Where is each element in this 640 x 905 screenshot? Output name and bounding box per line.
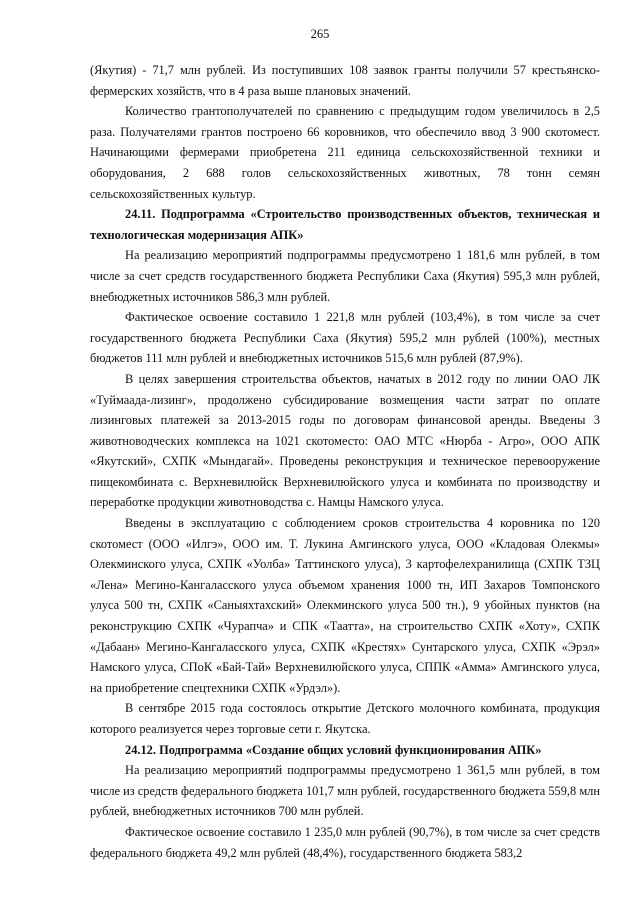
paragraph-dairy-plant: В сентябре 2015 года состоялось открытие Детского молочного комбината, продукция которого реализуется через торговые сети г. Якутска. (90, 701, 600, 736)
section-heading-24-12: 24.12. Подпрограмма «Создание общих условий функционирования АПК» (125, 742, 542, 757)
page-content (90, 60, 600, 863)
paragraph-actual-spending-2: Фактическое освоение составило 1 235,0 млн рублей (90,7%), в том числе за счет средств федерального бюджета 49,2 млн рублей (48,4%), государственного бюджета 583,2 (90, 824, 600, 860)
page-number: 265 (310, 27, 330, 41)
paragraph-actual-spending: Фактическое освоение составило 1 221,8 млн рублей (103,4%), в том числе за счет государственного бюджета Республики Саха (Якутия) 595,2 млн рублей (100%), местных бюджетов 111 млн рублей и внебюджетных источников 515,6 млн рублей (87,9%). (90, 310, 600, 366)
paragraph-grant-recipients: Количество грантополучателей по сравнению с предыдущим годом увеличилось в 2,5 раза. Получателями грантов построено 66 коровников, что обеспечило ввод 3 900 скотомест. Начинающими фермерами приобретена 211 единица сельскохозяйственной техники и оборудования, 2 688 голов сельскохозяйственных животных, 78 тонн семян сельскохозяйственных культур. (90, 104, 600, 201)
paragraph-commissioned-objects: Введены в эксплуатацию с соблюдением сроков строительства 4 коровника по 120 скотомест (ООО «Илгэ», ООО им. Т. Лукина Амгинского улуса, ООО «Кладовая Олекмы» Олекминского улуса, СХПК «Уолба» Таттинского улуса), 3 картофелехранилища (СХПК ТЗЦ «Лена» Мегино-Кангаласского улуса объемом хранения 1000 тн, ИП Захаров Томпонского улуса 500 тн, СХПК «Саныяхтахский» Олекминского улуса 500 тн.), 9 убойных пунктов (на реконструкцию СХПК «Чурапча» и СПК «Таатта», на строительство СХПК «Хоту», СХПК «Дабаан» Мегино-Кангаласского улуса, СХПК «Крестях» Сунтарского улуса, СХПК «Эрэл» Намского улуса, СПоК «Бай-Тай» Верхневилюйского улуса, СППК «Амма» Амгинского улуса, на приобретение спецтехники СХПК «Урдэл»). (90, 516, 600, 695)
section-heading-24-11: 24.11. Подпрограмма «Строительство производственных объектов, техническая и технологическая модернизация АПК» (90, 207, 600, 242)
paragraph-leasing-subsidy: В целях завершения строительства объектов, начатых в 2012 году по линии ОАО ЛК «Туймаада-лизинг», продолжено субсидирование возмещения части затрат по оплате лизинговых платежей за 2013-2015 годы по договорам финансовой аренды. Введены 3 животноводческих комплекса на 1021 скотоместо: ОАО МТС «Нюрба - Агро», ООО АПК «Якутский», СХПК «Мындагай». Проведены реконструкция и техническое перевооружение пищекомбината с. Верхневилюйск Верхневилюйского улуса и комбината по производству и переработке продукции животноводства с. Намцы Намского улуса. (90, 371, 600, 510)
paragraph-planned-funding-2: На реализацию мероприятий подпрограммы предусмотрено 1 361,5 млн рублей, в том числе из средств федерального бюджета 101,7 млн рублей, государственного бюджета 559,8 млн рублей, внебюджетных источников 700 млн рублей. (90, 763, 600, 819)
paragraph-planned-funding: На реализацию мероприятий подпрограммы предусмотрено 1 181,6 млн рублей, в том числе за счет средств государственного бюджета Республики Саха (Якутия) 595,3 млн рублей, внебюджетных источников 586,3 млн рублей. (90, 248, 600, 304)
paragraph-continuation: (Якутия) - 71,7 млн рублей. Из поступивших 108 заявок гранты получили 57 крестьянско-фермерских хозяйств, что в 4 раза выше плановых значений. (90, 63, 600, 98)
